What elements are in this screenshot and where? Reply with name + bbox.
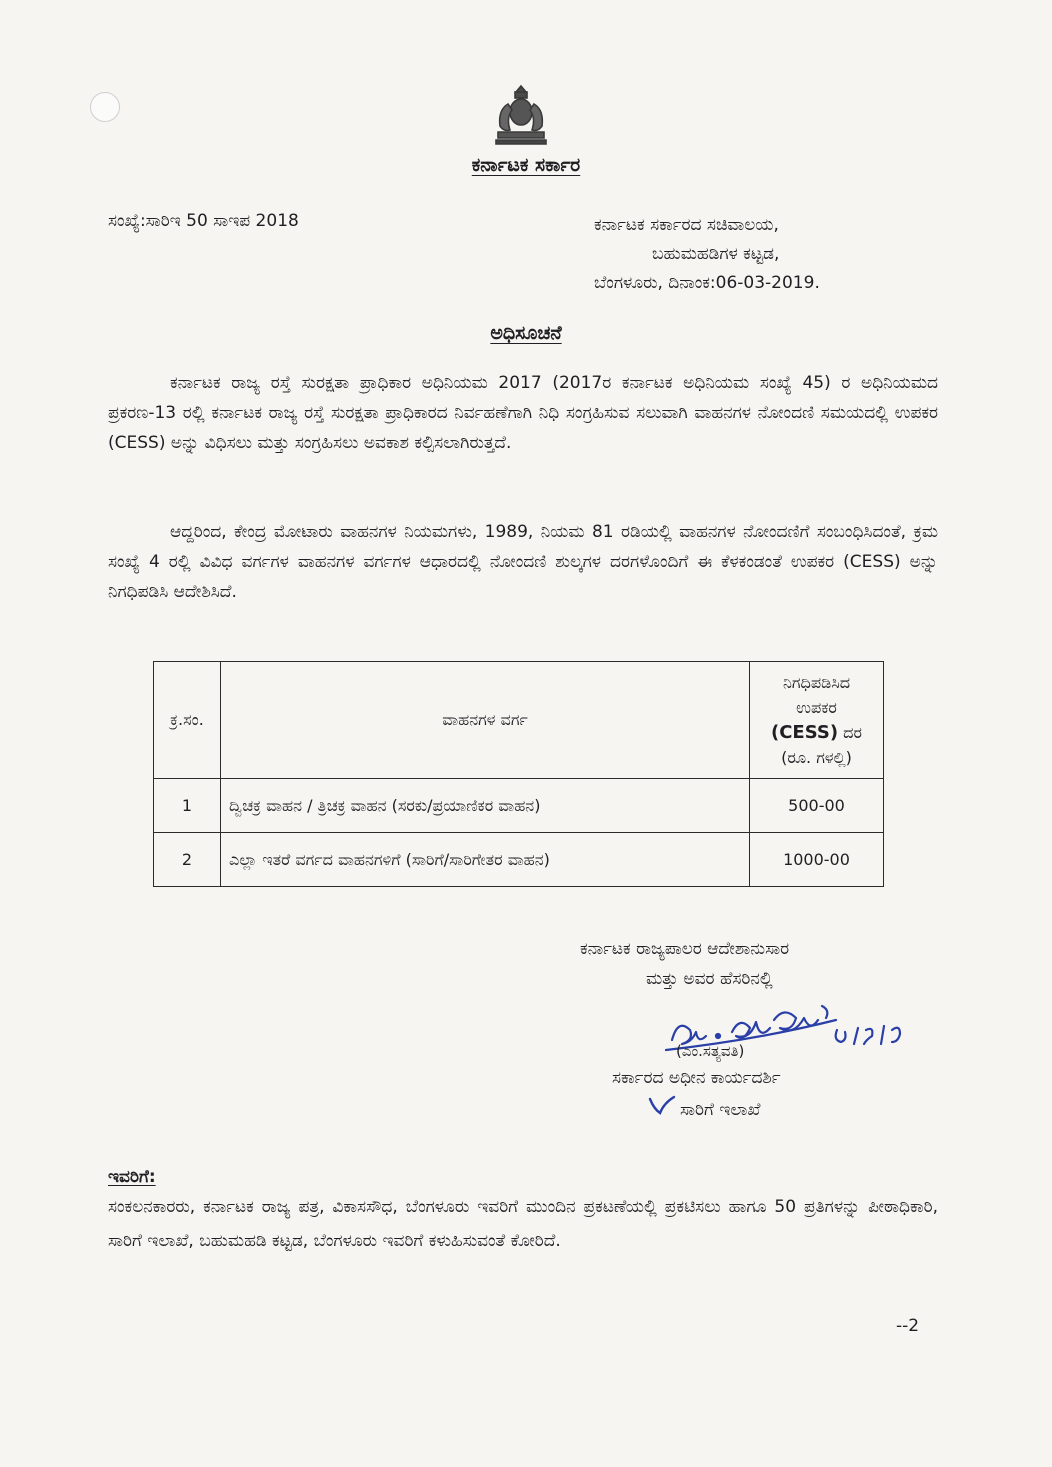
punch-hole-icon	[90, 92, 120, 122]
header-serial: ಕ್ರ.ಸಂ.	[154, 662, 221, 779]
copy-to-label: ಇವರಿಗೆ:	[108, 1167, 156, 1187]
signatory-name: (ಎಂ.ಸತ್ಯವತಿ)	[676, 1042, 745, 1060]
notification-paragraph: ಕರ್ನಾಟಕ ರಾಜ್ಯ ರಸ್ತೆ ಸುರಕ್ಷತಾ ಪ್ರಾಧಿಕಾರ ಅಧಿನಿಯಮ 2017 (2017ರ ಕರ್ನಾಟಕ ಅಧಿನಿಯಮ ಸಂಖ್ಯೆ 45) ರ ಅಧಿನಿಯಮದ ಪ್ರಕರಣ-13 ರಲ್ಲಿ ಕರ್ನಾಟಕ ರಾಜ್ಯ ರಸ್ತೆ ಸುರಕ್ಷತಾ ಪ್ರಾಧಿಕಾರದ ನಿರ್ವಹಣೆಗಾಗಿ ನಿಧಿ ಸಂಗ್ರಹಿಸುವ ಸಲುವಾಗಿ ವಾಹನಗಳ ನೋಂದಣಿ ಸಮಯದಲ್ಲಿ ಉಪಕರ (CESS) ಅನ್ನು ವಿಧಿಸಲು ಮತ್ತು ಸಂಗ್ರಹಿಸಲು ಅವಕಾಶ ಕಲ್ಪಿಸಲಾಗಿರುತ್ತದೆ.	[108, 373, 938, 453]
copy-to-text: ಸಂಕಲನಕಾರರು, ಕರ್ನಾಟಕ ರಾಜ್ಯ ಪತ್ರ, ವಿಕಾಸಸೌಧ, ಬೆಂಗಳೂರು ಇವರಿಗೆ ಮುಂದಿನ ಪ್ರಕಟಣೆಯಲ್ಲಿ ಪ್ರಕಟಿಸಲು ಹಾಗೂ 50 ಪ್ರತಿಗಳನ್ನು ಪೀಠಾಧಿಕಾರಿ, ಸಾರಿಗೆ ಇಲಾಖೆ, ಬಹುಮಹಡಿ ಕಟ್ಟಡ, ಬೆಂಗಳೂರು ಇವರಿಗೆ ಕಳುಹಿಸುವಂತೆ ಕೋರಿದೆ.	[108, 1197, 938, 1251]
header-rate-line: ಉಪಕರ	[796, 698, 837, 717]
header-rate-unit: (ರೂ. ಗಳಲ್ಲಿ)	[781, 748, 852, 767]
by-order-block	[580, 934, 789, 994]
cell-category: ಎಲ್ಲಾ ಇತರೆ ವರ್ಗದ ವಾಹನಗಳಿಗೆ (ಸಾರಿಗೆ/ಸಾರಿಗೇತರ ವಾಹನ)	[221, 833, 750, 887]
header-rate	[750, 662, 884, 779]
cell-serial: 2	[154, 833, 221, 887]
tick-mark-icon	[646, 1093, 676, 1119]
signatory-designation: ಸರ್ಕಾರದ ಅಧೀನ ಕಾರ್ಯದರ್ಶಿ	[612, 1068, 781, 1088]
cess-rate-table	[153, 661, 884, 887]
table-row	[154, 833, 884, 887]
signatory-department: ಸಾರಿಗೆ ಇಲಾಖೆ	[680, 1100, 761, 1120]
cell-rate: 1000-00	[750, 833, 884, 887]
address-line: ಬೆಂಗಳೂರು, ದಿನಾಂಕ:06-03-2019.	[594, 273, 820, 293]
by-order-line: ಕರ್ನಾಟಕ ರಾಜ್ಯಪಾಲರ ಆದೇಶಾನುಸಾರ	[580, 939, 790, 959]
header-rate-line	[758, 720, 875, 745]
notification-title: ಅಧಿಸೂಚನೆ	[490, 322, 562, 344]
address-line: ಕರ್ನಾಟಕ ಸರ್ಕಾರದ ಸಚಿವಾಲಯ,	[594, 215, 779, 235]
cell-category: ದ್ವಿಚಕ್ರ ವಾಹನ / ತ್ರಿಚಕ್ರ ವಾಹನ (ಸರಕು/ಪ್ರಯಾಣಿಕರ ವಾಹನ)	[221, 779, 750, 833]
address-line: ಬಹುಮಹಡಿಗಳ ಕಟ್ಟಡ,	[652, 244, 780, 264]
table-row	[154, 779, 884, 833]
cell-rate: 500-00	[750, 779, 884, 833]
government-title: ಕರ್ನಾಟಕ ಸರ್ಕಾರ	[471, 154, 581, 176]
page-number: --2	[896, 1316, 920, 1336]
header-rate-suffix: ದರ	[843, 723, 862, 742]
state-emblem-icon	[488, 82, 554, 148]
notification-paragraph: ಆದ್ದರಿಂದ, ಕೇಂದ್ರ ಮೋಟಾರು ವಾಹನಗಳ ನಿಯಮಗಳು, 1989, ನಿಯಮ 81 ರಡಿಯಲ್ಲಿ ವಾಹನಗಳ ನೋಂದಣಿಗೆ ಸಂಬಂಧಿಸಿದಂತೆ, ಕ್ರಮ ಸಂಖ್ಯೆ 4 ರಲ್ಲಿ ವಿವಿಧ ವರ್ಗಗಳ ವಾಹನಗಳ ವರ್ಗಗಳ ಆಧಾರದಲ್ಲಿ ನೋಂದಣಿ ಶುಲ್ಕಗಳ ದರಗಳೊಂದಿಗೆ ಈ ಕೆಳಕಂಡಂತೆ ಉಪಕರ (CESS) ಅನ್ನು ನಿಗಧಿಪಡಿಸಿ ಆದೇಶಿಸಿದೆ.	[108, 522, 938, 602]
reference-number: ಸಂಖ್ಯೆ:ಸಾರಿಇ 50 ಸಾಇಪ 2018	[108, 211, 299, 231]
header-rate-line: ನಿಗಧಿಪಡಿಸಿದ	[782, 673, 851, 692]
header-category: ವಾಹನಗಳ ವರ್ಗ	[221, 662, 750, 779]
table-header-row	[154, 662, 884, 779]
by-order-line: ಮತ್ತು ಅವರ ಹೆಸರಿನಲ್ಲಿ	[646, 969, 773, 989]
cell-serial: 1	[154, 779, 221, 833]
header-cess-word: (CESS)	[771, 722, 839, 743]
office-address	[594, 211, 820, 298]
